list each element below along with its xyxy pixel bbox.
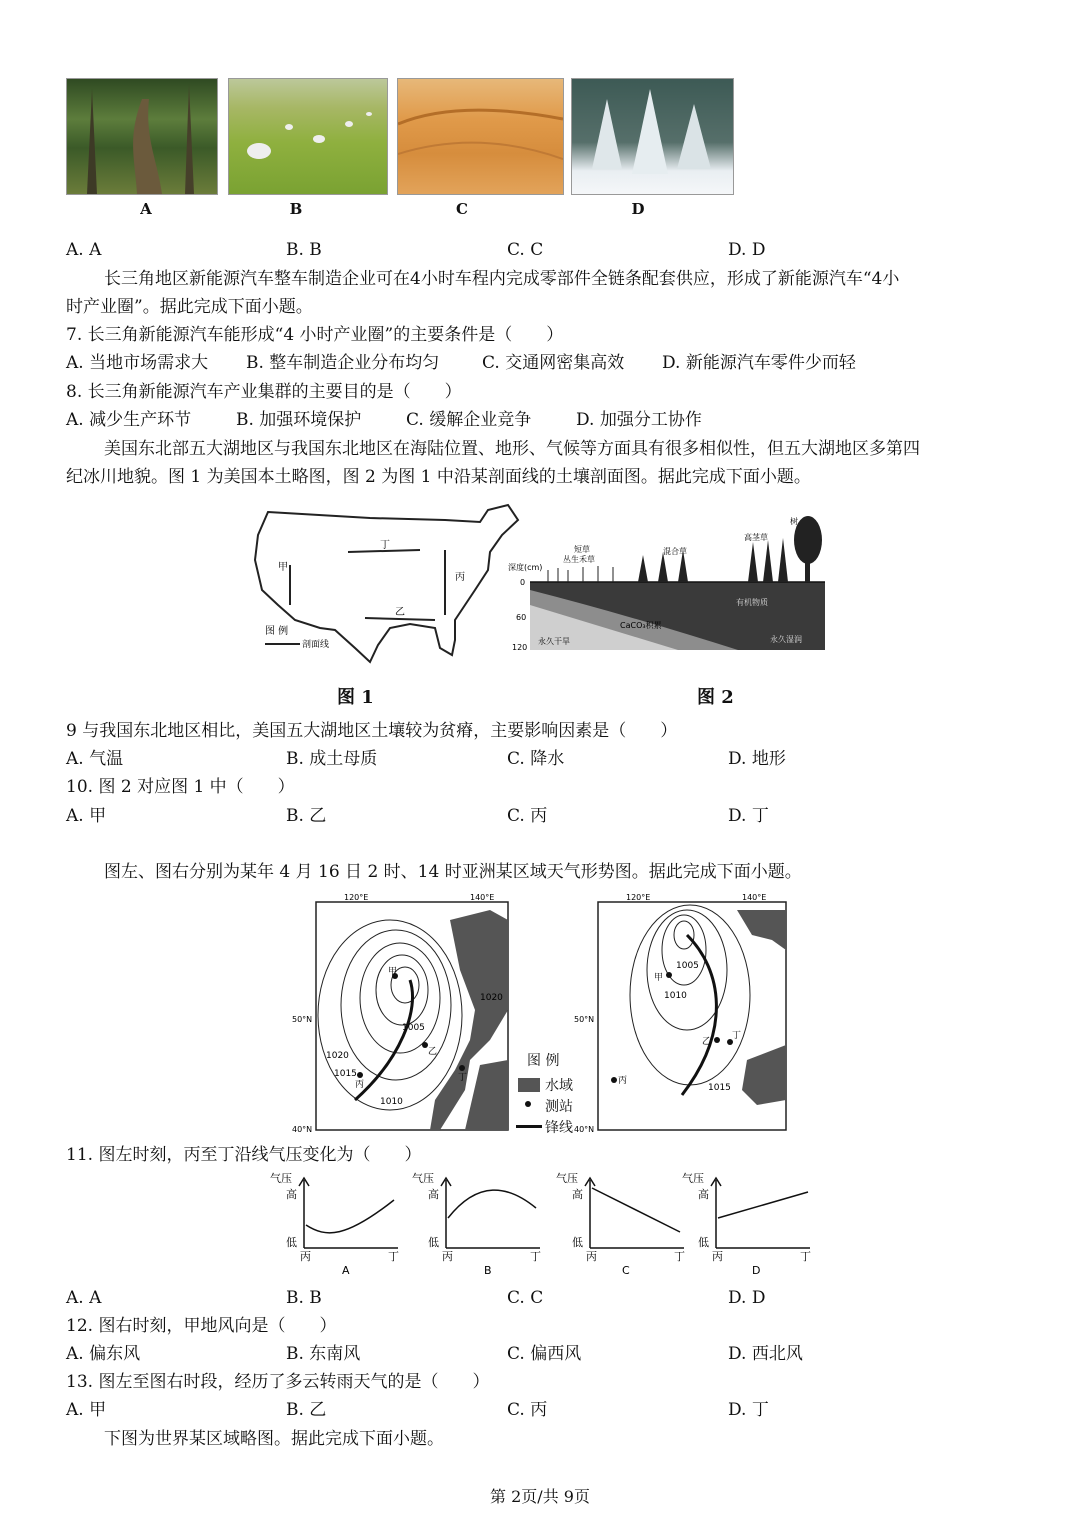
wr-isobar-1005: 1005	[676, 961, 699, 971]
q11-graph-a	[266, 1170, 406, 1280]
q11-option-b[interactable]: B. B	[286, 1288, 322, 1308]
photo-label-b: B	[289, 200, 303, 218]
wl-lon-140: 140°E	[470, 893, 495, 902]
q7-option-b[interactable]: B. 整车制造企业分布均匀	[246, 353, 440, 373]
wr-station-yi: 乙	[702, 1037, 712, 1047]
q11-option-c[interactable]: C. C	[507, 1288, 544, 1308]
page-footer: 第 2页/共 9页	[490, 1487, 590, 1506]
q11-c-start: 丙	[586, 1250, 597, 1263]
fig1-label-bing: 丙	[455, 572, 465, 583]
photo-label-c: C	[456, 200, 468, 218]
wl-lat-50: 50°N	[292, 1015, 313, 1024]
wl-lon-120: 120°E	[344, 893, 369, 902]
figure-2-soil-profile	[508, 510, 828, 655]
q13-option-a[interactable]: A. 甲	[66, 1400, 107, 1420]
fig2-layer-humid: 永久湿润	[770, 635, 802, 644]
q7-option-c[interactable]: C. 交通网密集高效	[482, 353, 625, 373]
wl-isobar-1015: 1015	[334, 1069, 357, 1079]
wr-isobar-1015: 1015	[708, 1083, 731, 1093]
q13-option-c[interactable]: C. 丙	[507, 1400, 548, 1420]
q11-graph-b	[408, 1170, 548, 1280]
q10-option-d[interactable]: D. 丁	[728, 806, 769, 826]
q12-option-d[interactable]: D. 西北风	[728, 1344, 803, 1364]
weather-legend-front: 锋线	[545, 1120, 573, 1136]
figure-1-caption: 图 1	[337, 687, 374, 708]
q8-option-b[interactable]: B. 加强环境保护	[236, 410, 362, 430]
q11-c-label: C	[622, 1264, 630, 1277]
wr-lon-140: 140°E	[742, 893, 767, 902]
q10-stem: 10. 图 2 对应图 1 中（ ）	[66, 777, 295, 797]
q9-option-b[interactable]: B. 成土母质	[286, 749, 378, 769]
q9-option-d[interactable]: D. 地形	[728, 749, 786, 769]
wr-lon-120: 120°E	[626, 893, 651, 902]
q8-stem: 8. 长三角新能源汽车产业集群的主要目的是（ ）	[66, 382, 462, 402]
wl-station-yi: 乙	[428, 1047, 438, 1057]
wl-station-jia: 甲	[388, 967, 398, 977]
photo-desert	[397, 78, 564, 195]
q12-option-a[interactable]: A. 偏东风	[66, 1344, 141, 1364]
fig1-legend-item: 剖面线	[302, 640, 330, 650]
photo-rainforest	[66, 78, 218, 195]
q11-a-ylabel: 气压	[270, 1172, 292, 1185]
q12-option-b[interactable]: B. 东南风	[286, 1344, 361, 1364]
q11-b-low: 低	[428, 1236, 439, 1249]
wr-lat-50: 50°N	[574, 1015, 595, 1024]
q12-stem: 12. 图右时刻，甲地风向是（ ）	[66, 1316, 337, 1336]
wl-station-ding: 丁	[458, 1073, 468, 1083]
q7-option-a[interactable]: A. 当地市场需求大	[66, 353, 209, 373]
wl-isobar-1020: 1020	[326, 1051, 349, 1061]
fig2-tick-60: 60	[516, 613, 527, 622]
fig2-veg-bunch-grass: 丛生禾草	[563, 555, 595, 564]
q8-option-c[interactable]: C. 缓解企业竞争	[406, 410, 532, 430]
q6-option-b[interactable]: B. B	[286, 240, 322, 260]
photo-snow-forest	[571, 78, 734, 195]
weather-legend-station-dot	[525, 1101, 531, 1107]
wl-isobar-1005: 1005	[402, 1023, 425, 1033]
q11-d-end: 丁	[800, 1250, 811, 1263]
weather-legend-title: 图 例	[527, 1053, 560, 1069]
q10-option-c[interactable]: C. 丙	[507, 806, 548, 826]
q11-c-end: 丁	[674, 1250, 685, 1263]
fig2-veg-mixed-grass: 混合草	[663, 547, 687, 556]
q11-a-label: A	[342, 1264, 350, 1277]
weather-map-left	[290, 890, 515, 1135]
fig2-layer-caco3: CaCO₃积累	[620, 621, 662, 630]
q11-option-d[interactable]: D. D	[728, 1288, 766, 1308]
q11-d-label: D	[752, 1264, 761, 1277]
wl-station-bing: 丙	[355, 1080, 365, 1090]
wr-station-bing: 丙	[618, 1076, 628, 1086]
fig2-tick-0: 0	[520, 578, 526, 587]
q11-a-start: 丙	[300, 1250, 311, 1263]
q11-option-a[interactable]: A. A	[66, 1288, 102, 1308]
q11-graph-d	[678, 1170, 818, 1280]
photo-label-d: D	[631, 200, 645, 218]
fig2-depth-label: 深度(cm)	[508, 563, 543, 572]
fig1-legend-title: 图 例	[265, 626, 289, 637]
wl-isobar-1010: 1010	[380, 1097, 403, 1107]
wl-lat-40: 40°N	[292, 1125, 313, 1134]
intro-14: 下图为世界某区域略图。据此完成下面小题。	[104, 1429, 444, 1449]
q11-c-ylabel: 气压	[556, 1172, 578, 1185]
q11-d-ylabel: 气压	[682, 1172, 704, 1185]
intro-11-13: 图左、图右分别为某年 4 月 16 日 2 时、14 时亚洲某区域天气形势图。据此完成下面小题。	[104, 862, 802, 882]
q11-b-ylabel: 气压	[412, 1172, 434, 1185]
q10-option-b[interactable]: B. 乙	[286, 806, 327, 826]
intro-7-8-line1: 长三角地区新能源汽车整车制造企业可在4小时车程内完成零部件全链条配套供应，形成了新能源汽车“4小	[104, 269, 900, 289]
q6-option-d[interactable]: D. D	[728, 240, 766, 260]
q8-option-a[interactable]: A. 减少生产环节	[66, 410, 192, 430]
weather-map-right	[572, 890, 792, 1135]
fig2-veg-short-grass: 短草	[574, 545, 590, 554]
fig2-tick-120: 120	[512, 643, 528, 652]
weather-legend-water-swatch	[518, 1078, 540, 1092]
q11-c-high: 高	[572, 1188, 583, 1201]
q6-option-a[interactable]: A. A	[66, 240, 102, 260]
q11-d-high: 高	[698, 1188, 709, 1201]
weather-legend-front-line	[516, 1125, 542, 1128]
fig2-layer-arid: 永久干旱	[538, 637, 570, 646]
q11-graph-c	[552, 1170, 692, 1280]
fig1-label-ding: 丁	[380, 540, 390, 551]
q8-option-d[interactable]: D. 加强分工协作	[576, 410, 702, 430]
weather-legend-water: 水域	[545, 1078, 573, 1094]
fig2-veg-tall-grass: 高茎草	[744, 533, 768, 542]
intro-7-8-line2: 时产业圈”。据此完成下面小题。	[66, 297, 313, 317]
fig2-layer-organic: 有机物质	[736, 598, 768, 607]
q10-option-a[interactable]: A. 甲	[66, 806, 107, 826]
wl-isobar-1020b: 1020	[480, 993, 503, 1003]
q11-b-label: B	[484, 1264, 492, 1277]
q11-b-high: 高	[428, 1188, 439, 1201]
fig2-veg-tree: 树	[790, 517, 798, 526]
q11-b-end: 丁	[530, 1250, 541, 1263]
q11-d-low: 低	[698, 1236, 709, 1249]
q11-a-end: 丁	[388, 1250, 399, 1263]
q11-b-start: 丙	[442, 1250, 453, 1263]
wr-station-ding: 丁	[732, 1031, 742, 1041]
q9-stem: 9 与我国东北地区相比，美国五大湖地区土壤较为贫瘠，主要影响因素是（ ）	[66, 721, 678, 741]
intro-9-10-line2: 纪冰川地貌。图 1 为美国本土略图，图 2 为图 1 中沿某剖面线的土壤剖面图。据此完成下面小题。	[66, 467, 811, 487]
photo-grassland	[228, 78, 388, 195]
fig1-label-yi: 乙	[395, 607, 405, 618]
photo-label-a: A	[140, 200, 152, 218]
intro-9-10-line1: 美国东北部五大湖地区与我国东北地区在海陆位置、地形、气候等方面具有很多相似性，但五大湖地区多第四	[104, 439, 920, 459]
q11-d-start: 丙	[712, 1250, 723, 1263]
q11-a-low: 低	[286, 1236, 297, 1249]
q13-option-d[interactable]: D. 丁	[728, 1400, 769, 1420]
q6-option-c[interactable]: C. C	[507, 240, 544, 260]
weather-legend-station: 测站	[545, 1099, 573, 1115]
q11-a-high: 高	[286, 1188, 297, 1201]
figure-2-caption: 图 2	[697, 687, 734, 708]
q7-stem: 7. 长三角新能源汽车能形成“4 小时产业圈”的主要条件是（ ）	[66, 325, 564, 345]
q9-option-a[interactable]: A. 气温	[66, 749, 124, 769]
wr-isobar-1010: 1010	[664, 991, 687, 1001]
q11-c-low: 低	[572, 1236, 583, 1249]
wr-lat-40: 40°N	[574, 1125, 595, 1134]
q13-stem: 13. 图左至图右时段，经历了多云转雨天气的是（ ）	[66, 1372, 490, 1392]
q13-option-b[interactable]: B. 乙	[286, 1400, 327, 1420]
q7-option-d[interactable]: D. 新能源汽车零件少而轻	[662, 353, 856, 373]
q12-option-c[interactable]: C. 偏西风	[507, 1344, 582, 1364]
q9-option-c[interactable]: C. 降水	[507, 749, 565, 769]
fig1-label-jia: 甲	[278, 562, 288, 573]
q11-stem: 11. 图左时刻，丙至丁沿线气压变化为（ ）	[66, 1145, 422, 1165]
wr-station-jia: 甲	[654, 973, 664, 983]
